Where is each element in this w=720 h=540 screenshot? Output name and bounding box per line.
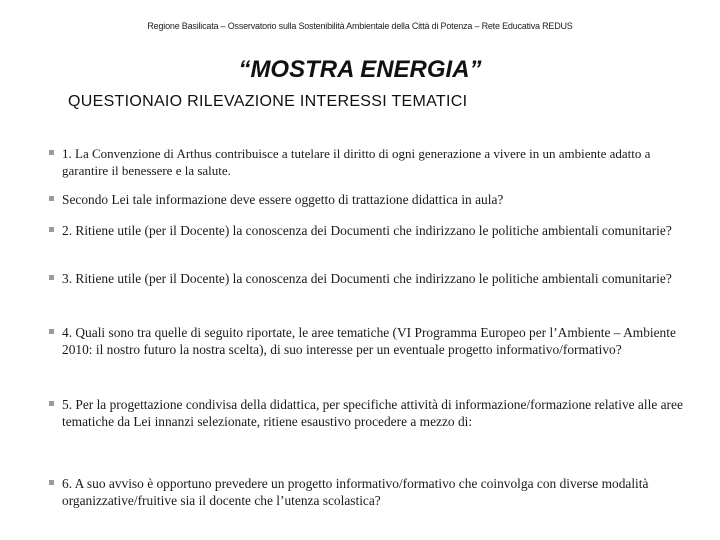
bullet-square-icon — [49, 401, 54, 406]
bullet-square-icon — [49, 329, 54, 334]
bullet-square-icon — [49, 275, 54, 280]
bullet-square-icon — [49, 196, 54, 201]
question-item-secondo: Secondo Lei tale informazione deve essere oggetto di trattazione didattica in aula? — [62, 192, 504, 207]
question-item-4: 4. Quali sono tra quelle di seguito riportate, le aree tematiche (VI Programma Europeo per l’Ambiente – Ambiente 2010: il nostro futuro la nostra scelta), di suo interesse per un eventuale progetto informativo/formativo? — [62, 325, 676, 357]
page-subtitle: QUESTIONAIO RILEVAZIONE INTERESSI TEMATICI — [68, 93, 468, 110]
bullet-square-icon — [49, 480, 54, 485]
question-item-6: 6. A suo avviso è opportuno prevedere un progetto informativo/formativo che coinvolga con diverse modalità organizzative/fruitive sia il docente che l’utenza scolastica? — [62, 476, 649, 508]
question-item-2: 2. Ritiene utile (per il Docente) la conoscenza dei Documenti che indirizzano le politiche ambientali comunitarie? — [62, 223, 672, 238]
page-title: “MOSTRA ENERGIA” — [238, 56, 482, 83]
question-item-5: 5. Per la progettazione condivisa della didattica, per specifiche attività di informazione/formazione relative alle aree tematiche da Lei innanzi selezionate, ritiene esaustivo procedere a mezzo di: — [62, 397, 683, 429]
bullet-square-icon — [49, 150, 54, 155]
bullet-square-icon — [49, 227, 54, 232]
question-item-1: 1. La Convenzione di Arthus contribuisce a tutelare il diritto di ogni generazione a vivere in un ambiente adatto a garantire il benessere e la salute. — [62, 146, 651, 178]
question-item-3: 3. Ritiene utile (per il Docente) la conoscenza dei Documenti che indirizzano le politiche ambientali comunitarie? — [62, 271, 672, 286]
header-line: Regione Basilicata – Osservatorio sulla Sostenibilità Ambientale della Città di Potenza – Rete Educativa REDUS — [147, 21, 573, 31]
